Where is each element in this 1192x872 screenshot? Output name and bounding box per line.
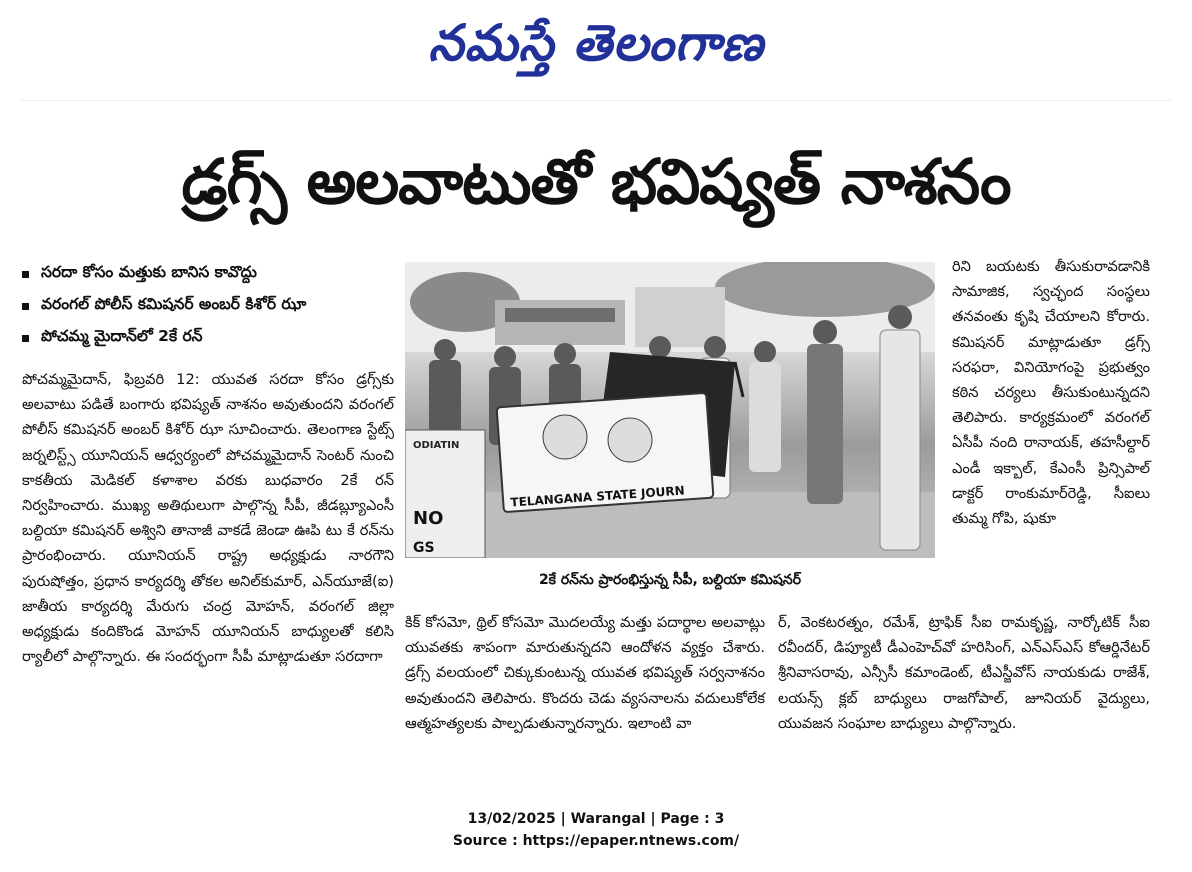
bullet-square-icon — [22, 335, 29, 342]
article-text: పోచమ్మమైదాన్, ఫిబ్రవరి 12: యువత సరదా కోసం డ్రగ్స్‌కు అలవాటు పడితే బంగారు భవిష్యత్ నాశనం అవుతుందని వరంగల్ పోలీస్ కమిషనర్ అంబర్ కిశోర్ ఝా సూచించారు. తెలంగాణ స్టేట్స్ జర్నలిస్ట్స్ యూనియన్ ఆధ్వర్యంలో పోచమ్మమైదాన్ సెంటర్ నుంచి కాకతీయ మెడికల్ కళాశాల వరకు బుధవారం 2కే రన్ నిర్వహించారు. ముఖ్య అతిథులుగా పాల్గొన్న సీపీ, జీడబ్ల్యూఎంసీ బల్దియా కమిషనర్ అశ్విని తానాజీ వాకడే జెండా ఊపి టు కే రన్‌ను ప్రారంభించారు. యూనియన్ రాష్ట్ర అధ్యక్షుడు నారగౌని పురుషోత్తం, ప్రధాన కార్యదర్శి తోకల అనిల్‌కుమార్, ఎన్‌యూజే(ఐ) జాతీయ కార్యదర్శి మేరుగు చంద్ర మోహన్, వరంగల్ జిల్లా అధ్యక్షుడు కందికొండ మోహన్ యూనియన్ బాధ్యులతో కలిసి ర్యాలీలో పాల్గొన్నారు. ఈ సందర్భంగా సీపీ మాట్లాడుతూ సరదాగా — [22, 371, 394, 666]
photo-caption: 2కే రన్‌ను ప్రారంభిస్తున్న సీపీ, బల్దియా కమిషనర్ — [538, 572, 802, 588]
footer-source: Source : https://epaper.ntnews.com/ — [452, 833, 740, 849]
highlight-item — [22, 290, 402, 322]
news-photo — [405, 262, 935, 558]
article-headline: డ్రగ్స్ అలవాటుతో భవిష్యత్ నాశనం — [181, 145, 1011, 218]
article-column-1 — [22, 367, 394, 669]
article-column-3 — [778, 610, 1150, 736]
highlight-item — [22, 322, 402, 354]
highlights-list — [22, 258, 402, 354]
page-footer — [0, 808, 1192, 852]
highlight-text: సరదా కోసం మత్తుకు బానిస కావొద్దు — [41, 263, 257, 281]
footer-date-edition: 13/02/2025 | Warangal | Page : 3 — [467, 811, 725, 827]
article-column-4 — [952, 254, 1150, 531]
rally-photo-illustration — [405, 262, 935, 558]
highlight-text: వరంగల్ పోలీస్ కమిషనర్ అంబర్ కిశోర్ ఝా — [41, 295, 307, 313]
article-text: కిక్ కోసమో, థ్రిల్ కోసమో మొదలయ్యే మత్తు పదార్థాల అలవాట్లు యువతకు శాపంగా మారుతున్నదని ఆందోళన వ్యక్తం చేశారు. డ్రగ్స్ వలయంలో చిక్కుకుంటున్న యువత భవిష్యత్ సర్వనాశనం అవుతుందని తెలిపారు. కొందరు చెడు వ్యసనాలను వదులుకోలేక ఆత్మహత్యలకు పాల్పడుతున్నారన్నారు. ఇలాంటి వా — [405, 614, 765, 732]
bullet-square-icon — [22, 271, 29, 278]
bullet-square-icon — [22, 303, 29, 310]
masthead-title: నమస్తే తెలంగాణ — [428, 13, 764, 72]
highlight-item — [22, 258, 402, 290]
masthead-divider — [20, 100, 1172, 101]
article-column-2 — [405, 610, 765, 736]
banner-text: TELANGANA STATE JOURN — [510, 483, 686, 510]
article-text: రిని బయటకు తీసుకురావడానికి సామాజిక, స్వచ్ఛంద సంస్థలు తనవంతు కృషి చేయాలని కోరారు. కమిషనర్ మాట్లాడుతూ డ్రగ్స్ సరఫరా, వినియోగంపై ప్రభుత్వం కఠిన చర్యలు తీసుకుంటున్నదని తెలిపారు. కార్యక్రమంలో వరంగల్ ఏసీపీ నంది రానాయక్, తహసీల్దార్ ఎండీ ఇక్బాల్, కేఎంసీ ప్రిన్సిపాల్ డాక్టర్ రాంకుమార్‌రెడ్డి, సీఐలు తుమ్మ గోపి, షుకూ — [952, 258, 1150, 528]
sign-no-text: NO — [413, 508, 444, 529]
sign-gs-text: GS — [413, 540, 435, 556]
highlight-text: పోచమ్మ మైదాన్‌లో 2కే రన్ — [41, 327, 203, 345]
newspaper-masthead — [0, 8, 1192, 78]
sign-text: ODIATIN — [413, 440, 460, 451]
article-text: ర్, వెంకటరత్నం, రమేశ్, ట్రాఫిక్ సీఐ రామకృష్ణ, నార్కోటిక్ సీఐ రవీందర్, డిప్యూటీ డీఎంహెచ్‌వో హరిసింగ్, ఎన్ఎస్ఎస్ కోఆర్డినేటర్ శ్రీనివాసరావు, ఎన్సీసీ కమాండెంట్, టీఎస్జీవోస్ నాయకుడు రాజేశ్, లయన్స్ క్లబ్ బాధ్యులు రాజగోపాల్, జూనియర్ వైద్యులు, యువజన సంఘాల బాధ్యులు పాల్గొన్నారు. — [778, 614, 1150, 732]
